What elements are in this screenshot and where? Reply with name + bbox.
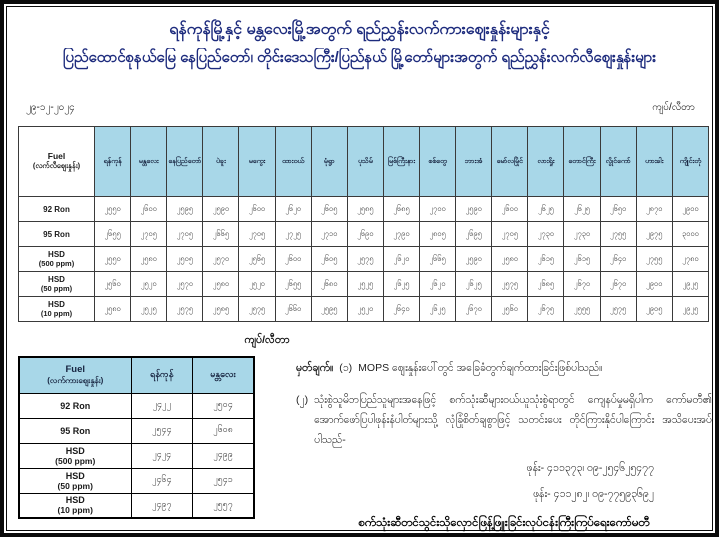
- price-cell: ၂၅၄၁: [193, 468, 255, 493]
- price-cell: ၂၅၈၅: [203, 297, 239, 322]
- city-header: မြစ်ကြီးနား: [383, 127, 419, 197]
- price-cell: ၂၅၆၀: [492, 297, 528, 322]
- price-cell: ၂၇၁၀: [311, 222, 347, 247]
- city-header: နေပြည်တော်: [167, 127, 203, 197]
- wholesale-table: [18, 356, 255, 519]
- price-cell: ၂၆၈၅: [528, 272, 564, 297]
- fuel-label: 92 Ron: [19, 197, 95, 222]
- city-header: ပုသိမ်: [347, 127, 383, 197]
- price-cell: ၂၇၂၅: [275, 222, 311, 247]
- main-table: [18, 126, 709, 322]
- city-header: မုံရွာ: [311, 127, 347, 197]
- price-cell: ၂၅၈၀: [203, 272, 239, 297]
- page-title-line1: ရန်ကုန်မြို့နှင့် မန္တလေးမြို့အတွက် ရည်ညွှန်းလက်ကားဈေးနှုန်းများနှင့်: [169, 21, 550, 38]
- fuel-label: HSD (50 ppm): [19, 468, 131, 493]
- price-cell: ၂၇၈၀: [672, 247, 708, 272]
- price-cell: ၂၇၅၅: [636, 247, 672, 272]
- city-header: ဘားအံ: [456, 127, 492, 197]
- price-cell: ၂၆၀၅: [311, 197, 347, 222]
- fuel-label: HSD (10 ppm): [19, 493, 131, 518]
- price-cell: ၂၅၀၄: [193, 393, 255, 418]
- price-cell: ၂၆၄၀: [600, 247, 636, 272]
- price-cell: ၂၅၉၀: [456, 197, 492, 222]
- price-cell: ၂၆၂၀: [383, 247, 419, 272]
- city-header: ရန်ကုန်: [95, 127, 131, 197]
- price-cell: ၂၅၆၅: [239, 247, 275, 272]
- price-cell: ၂၈၀၅: [419, 222, 455, 247]
- price-cell: ၂၉၂၅: [672, 297, 708, 322]
- price-cell: ၂၅၈၀: [95, 297, 131, 322]
- price-cell: ၂၅၅၇: [193, 493, 255, 518]
- price-cell: ၂၄၂၄: [131, 443, 193, 468]
- price-cell: ၂၉၇၅: [636, 222, 672, 247]
- price-cell: ၂၆၂၅: [528, 197, 564, 222]
- price-cell: ၂၅၆၀: [95, 272, 131, 297]
- price-cell: ၂၆၀၀: [131, 197, 167, 222]
- phone-number-2: ဖုန်း- ၄၁၁၂၈၂၊ ၀၉-၇၇၅၉၃၆၉၂: [533, 487, 654, 500]
- city-header: လွိုင်ကော်: [600, 127, 636, 197]
- price-cell: ၂၉၀၀: [636, 272, 672, 297]
- table-row: [19, 418, 254, 443]
- city-header: ရန်ကုန်: [131, 357, 193, 393]
- price-cell: ၂၅၅၀: [95, 197, 131, 222]
- table-row: [19, 272, 709, 297]
- fuel-column-header: Fuel (လက်ကားဈေးနှုန်း): [19, 357, 131, 393]
- table-row: [19, 297, 709, 322]
- price-cell: ၂၅၂၀: [347, 297, 383, 322]
- notes-label: မှတ်ချက်။: [296, 362, 334, 374]
- price-cell: ၂၆၆၅: [203, 222, 239, 247]
- city-header: ကျိုင်းတုံ: [672, 127, 708, 197]
- price-cell: ၂၆၇၀: [456, 297, 492, 322]
- price-cell: ၂၇၃၀: [564, 222, 600, 247]
- city-header: ဟားခါး: [636, 127, 672, 197]
- price-cell: ၂၅၉၅: [311, 297, 347, 322]
- price-cell: ၂၅၂၅: [347, 272, 383, 297]
- city-header: မန္တလေး: [131, 127, 167, 197]
- fuel-label: 92 Ron: [19, 393, 131, 418]
- price-cell: ၂၆၈၅: [383, 197, 419, 222]
- price-cell: ၂၄၉၇: [131, 493, 193, 518]
- table-row: [19, 222, 709, 247]
- price-cell: ၂၅၇၅: [492, 272, 528, 297]
- notes-section: [296, 362, 712, 532]
- price-cell: ၂၄၆၄: [131, 468, 193, 493]
- price-cell: ၂၄၉၉: [193, 443, 255, 468]
- price-cell: ၂၆၁၅: [528, 247, 564, 272]
- price-cell: ၂၆၀၀: [239, 197, 275, 222]
- price-cell: ၂၄၂၂: [131, 393, 193, 418]
- price-cell: ၂၅၀၅: [167, 247, 203, 272]
- price-cell: ၂၇၀၀: [419, 197, 455, 222]
- price-cell: ၂၅၇၅: [167, 297, 203, 322]
- fuel-label: HSD (10 ppm): [19, 297, 95, 322]
- price-cell: ၂၆၅၀: [600, 197, 636, 222]
- city-header: တောင်ကြီး: [564, 127, 600, 197]
- price-cell: ၂၆၂၅: [383, 272, 419, 297]
- price-cell: ၂၅၈၀: [131, 247, 167, 272]
- note-item-2: [296, 391, 712, 451]
- price-cell: ၂၆၄၀: [383, 297, 419, 322]
- price-cell: ၂၆၉၅: [456, 222, 492, 247]
- city-header: ပဲခူး: [203, 127, 239, 197]
- price-cell: ၂၆၉၀: [347, 222, 383, 247]
- price-cell: ၂၆၂၅: [419, 297, 455, 322]
- city-header: လားရှိုး: [528, 127, 564, 197]
- city-header: ထားဝယ်: [275, 127, 311, 197]
- price-cell: ၂၆၀၀: [492, 197, 528, 222]
- price-cell: ၂၉၂၅: [672, 272, 708, 297]
- price-cell: ၂၅၉၀: [203, 197, 239, 222]
- table-row: [19, 493, 254, 518]
- note-2-text: သုံးစွဲသူမိဘပြည်သူများအနေဖြင့် စက်သုံးဆီများဝယ်ယူသုံးစွဲရာတွင် ကျေနပ်မှုမရှိပါက ကော်မတီ၏ အောက်ဖော်ပြပါဖုန်းနံပါတ်များသို့ လုံခြုံစိတ်ချစွာဖြင့် သတင်းပေး တိုင်ကြားနိုင်ပါကြောင်း အသိပေးအပ်ပါသည်-: [314, 394, 712, 446]
- table-row: [19, 393, 254, 418]
- price-cell: ၂၇၀၅: [131, 222, 167, 247]
- price-cell: ၂၉၀၅: [636, 297, 672, 322]
- price-cell: ၂၉၀၀: [672, 197, 708, 222]
- price-cell: ၂၆၈၀: [311, 272, 347, 297]
- price-cell: ၂၇၉၀: [383, 222, 419, 247]
- price-cell: ၂၅၇၀: [167, 272, 203, 297]
- fuel-label: 95 Ron: [19, 222, 95, 247]
- price-cell: ၂၆၂၅: [456, 272, 492, 297]
- price-cell: ၂၆၆၀: [275, 297, 311, 322]
- price-cell: ၂၇၃၀: [528, 222, 564, 247]
- price-cell: ၂၅၂၅: [131, 297, 167, 322]
- committee-name: စက်သုံးဆီတင်သွင်းသိုလှောင်ဖြန့်ဖြူးခြင်းလုပ်ငန်းကြီးကြပ်ရေးကော်မတီ: [358, 516, 650, 529]
- price-cell: ၂၅၇၅: [600, 297, 636, 322]
- price-cell: ၂၆၇၀: [600, 272, 636, 297]
- price-cell: ၂၆၅၅: [95, 222, 131, 247]
- price-cell: ၂၆၂၀: [275, 197, 311, 222]
- city-header: စစ်တွေ: [419, 127, 455, 197]
- price-cell: ၃၀၀၀: [672, 222, 708, 247]
- price-cell: ၂၅၉၅: [167, 197, 203, 222]
- price-cell: ၂၇၀၅: [239, 222, 275, 247]
- price-cell: ၂၇၅၅: [600, 222, 636, 247]
- fuel-label: HSD (500 ppm): [19, 443, 131, 468]
- price-cell: ၂၅၇၅: [347, 247, 383, 272]
- city-header: မော်လမြိုင်: [492, 127, 528, 197]
- price-cell: ၂၅၉၀: [456, 247, 492, 272]
- table-row: [19, 443, 254, 468]
- price-cell: ၂၆၀၈: [193, 418, 255, 443]
- price-cell: ၂၆၀၅: [311, 247, 347, 272]
- city-header: မန္တလေး: [193, 357, 255, 393]
- note-item-1: [296, 362, 712, 377]
- price-cell: ၂၇၀၅: [492, 222, 528, 247]
- price-cell: ၂၆၂၅: [564, 197, 600, 222]
- fuel-label: HSD (500 ppm): [19, 247, 95, 272]
- table-row: [19, 197, 709, 222]
- unit-label-top: ကျပ်/လီတာ: [652, 102, 695, 113]
- price-cell: ၂၆၅၅: [275, 272, 311, 297]
- note-2-number: (၂): [296, 394, 309, 406]
- fuel-column-header: Fuel (လက်လီဈေးနှုန်း): [19, 127, 95, 197]
- price-cell: ၂၅၈၅: [347, 197, 383, 222]
- price-cell: ၂၅၂၀: [239, 272, 275, 297]
- date-label: ၂၉-၁၂-၂၀၂၄: [26, 102, 75, 113]
- price-cell: ၂၅၇၅: [239, 297, 275, 322]
- price-cell: ၂၅၅၅: [564, 297, 600, 322]
- price-cell: ၂၈၇၀: [636, 197, 672, 222]
- city-header: မကွေး: [239, 127, 275, 197]
- fuel-label: HSD (50 ppm): [19, 272, 95, 297]
- fuel-label: 95 Ron: [19, 418, 131, 443]
- price-cell: ၂၆၇၅: [528, 297, 564, 322]
- page-title-line2: ပြည်ထောင်စုနယ်မြေ နေပြည်တော်၊ တိုင်းဒေသကြီး/ပြည်နယ် မြို့တော်များအတွက် ရည်ညွှန်းလက်လီဈေးနှုန်းများ: [62, 49, 657, 66]
- price-cell: ၂၇၀၅: [167, 222, 203, 247]
- price-cell: ၂၅၄၄: [131, 418, 193, 443]
- price-cell: ၂၅၅၀: [95, 247, 131, 272]
- price-cell: ၂၆၀၀: [275, 247, 311, 272]
- price-cell: ၂၅၂၀: [131, 272, 167, 297]
- price-cell: ၂၆၇၀: [564, 272, 600, 297]
- note-1-text: MOPS ဈေးနှုန်းပေါ်တွင် အခြေခံတွက်ချက်ထားခြင်းဖြစ်ပါသည်။: [358, 362, 603, 374]
- table-row: [19, 468, 254, 493]
- phone-number-1: ဖုန်း- ၄၁၁၃၇၃၊ ၀၉-၂၅၄၆၂၅၄၇၇: [526, 461, 654, 474]
- unit-label-mid: ကျပ်/လီတာ: [244, 334, 290, 346]
- price-cell: ၂၅၇၀: [203, 247, 239, 272]
- price-cell: ၂၅၈၀: [492, 247, 528, 272]
- price-cell: ၂၆၆၅: [419, 247, 455, 272]
- note-1-number: (၁): [339, 362, 353, 374]
- price-cell: ၂၆၁၅: [564, 247, 600, 272]
- price-cell: ၂၆၂၀: [419, 272, 455, 297]
- table-row: [19, 247, 709, 272]
